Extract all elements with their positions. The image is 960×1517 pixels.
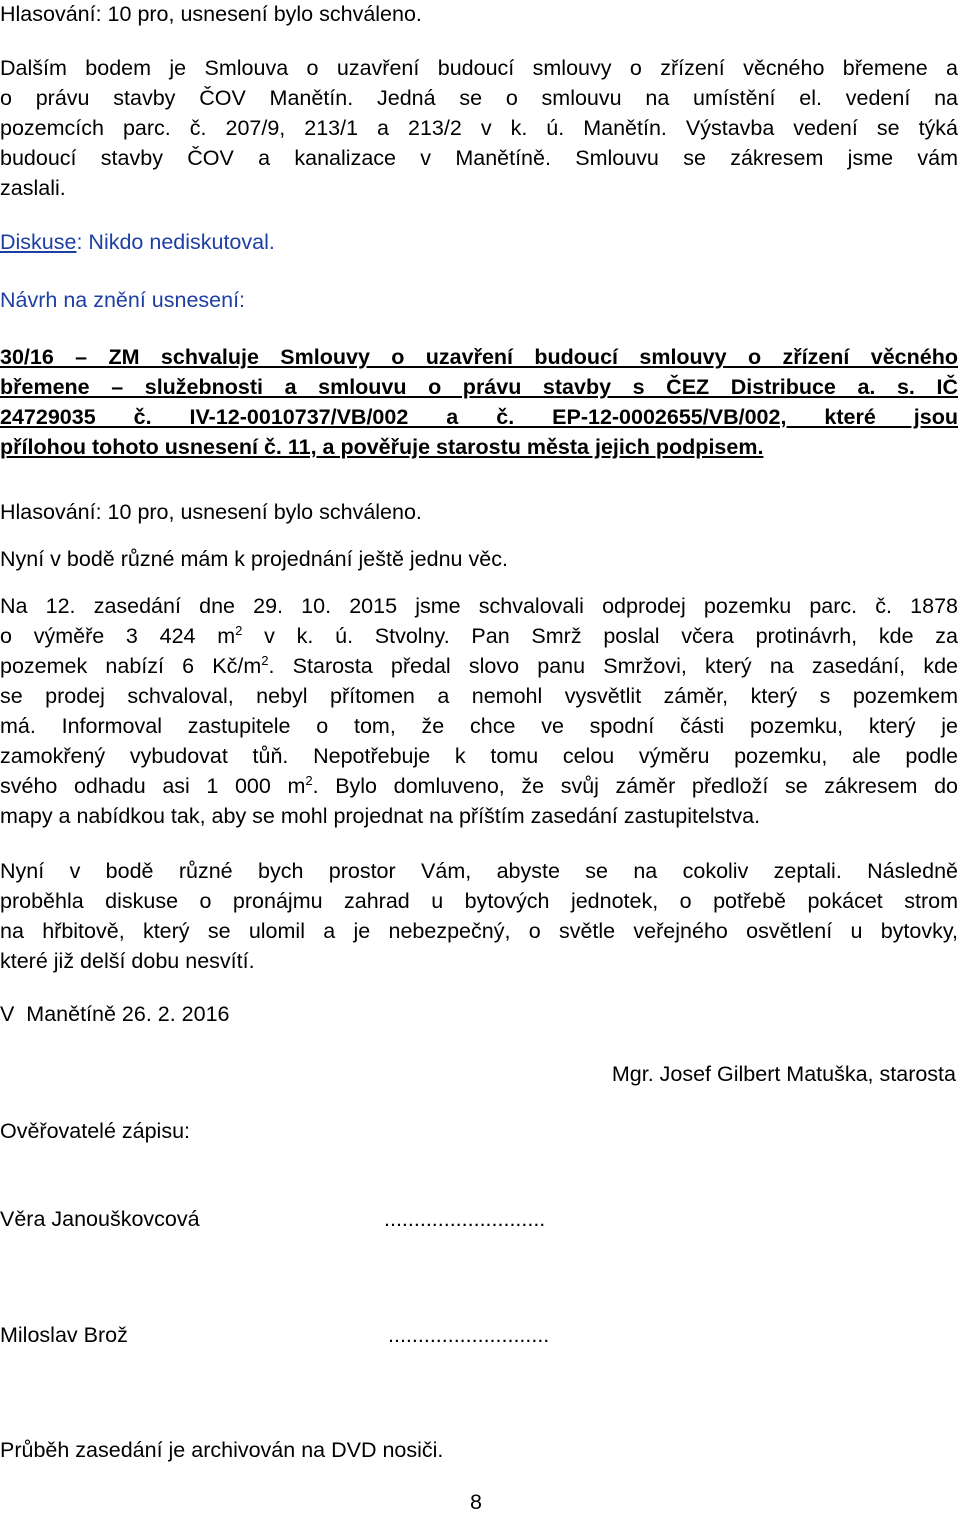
paragraph-line: budoucí stavby ČOV a kanalizace v Manětíně. Smlouvu se zákresem jsme vám (0, 146, 958, 170)
proposal-label: Návrh na znění usnesení: (0, 288, 246, 312)
resolution-line: 24729035 č. IV-12-0010737/VB/002 a č. EP-12-0002655/VB/002, které jsou (0, 405, 958, 429)
paragraph-line: proběhla diskuse o pronájmu zahrad u bytových jednotek, o potřebě pokácet strom (0, 889, 958, 913)
resolution-line: přílohou tohoto usnesení č. 11, a pověřuje starostu města jejich podpisem. (0, 435, 764, 459)
paragraph-line: které již delší dobu nesvítí. (0, 949, 255, 973)
paragraph-line: Nyní v bodě různé bych prostor Vám, abyste se na cokoliv zeptali. Následně (0, 859, 958, 883)
paragraph-line: pozemcích parc. č. 207/9, 213/1 a 213/2 v k. ú. Manětín. Výstavba vedení se týká (0, 116, 958, 140)
page-number: 8 (470, 1490, 482, 1514)
resolution-line: břemene – služebnosti a smlouvu o právu stavby s ČEZ Distribuce a. s. IČ (0, 375, 958, 399)
paragraph-line: zaslali. (0, 176, 66, 200)
paragraph-line: svého odhadu asi 1 000 $m^2$. Bylo domluveno, že svůj záměr předloží se zákresem do (0, 772, 958, 798)
discussion-label: Diskuse (0, 230, 77, 254)
verifier-2-signature-line: ........................... (388, 1323, 550, 1347)
place-date: V Manětíně 26. 2. 2016 (0, 1002, 230, 1026)
verifiers-label: Ověřovatelé zápisu: (0, 1119, 191, 1143)
archive-note: Průběh zasedání je archivován na DVD nosiči. (0, 1438, 444, 1462)
paragraph-line: Na 12. zasedání dne 29. 10. 2015 jsme schvalovali odprodej pozemku parc. č. 1878 (0, 594, 958, 618)
paragraph-line: má. Informoval zastupitele o tom, že chce ve spodní části pozemku, který je (0, 714, 958, 738)
paragraph-line: o výměře 3 424 $m^2$ v k. ú. Stvolny. Pan Smrž poslal včera protinávrh, kde za (0, 622, 959, 648)
resolution-line: 30/16 – ZM schvaluje Smlouvy o uzavření budoucí smlouvy o zřízení věcného (0, 345, 958, 369)
verifier-2-name: Miloslav Brož (0, 1323, 128, 1347)
verifier-1-signature-line: ........................... (384, 1207, 546, 1231)
paragraph-line: na hřbitově, který se ulomil a je nebezpečný, o světle veřejného osvětlení u bytovky, (0, 919, 958, 943)
verifier-1-name: Věra Janouškovcová (0, 1207, 200, 1231)
discussion-text: : Nikdo nediskutoval. (76, 230, 275, 254)
misc-intro: Nyní v bodě různé mám k projednání ještě jednu věc. (0, 547, 508, 571)
discussion-line (0, 228, 958, 257)
vote-result-2: Hlasování: 10 pro, usnesení bylo schváleno. (0, 500, 422, 524)
paragraph-line: zamokřený vybudovat tůň. Nepotřebuje k tomu celou výměru pozemku, ale podle (0, 744, 958, 768)
paragraph-line: pozemek nabízí 6 $Kč/m^2$. Starosta předal slovo panu Smržovi, který na zasedání, kde (0, 652, 958, 678)
paragraph-line: Dalším bodem je Smlouva o uzavření budoucí smlouvy o zřízení věcného břemene a (0, 56, 958, 80)
paragraph-line: mapy a nabídkou tak, aby se mohl projednat na příštím zasedání zastupitelstva. (0, 804, 761, 828)
paragraph-line: se prodej schvaloval, nebyl přítomen a nemohl vysvětlit záměr, který s pozemkem (0, 684, 958, 708)
mayor-signature-line: Mgr. Josef Gilbert Matuška, starosta (611, 1062, 956, 1086)
vote-result-1: Hlasování: 10 pro, usnesení bylo schváleno. (0, 2, 422, 26)
paragraph-line: o právu stavby ČOV Manětín. Jedná se o smlouvu na umístění el. vedení na (0, 86, 958, 110)
